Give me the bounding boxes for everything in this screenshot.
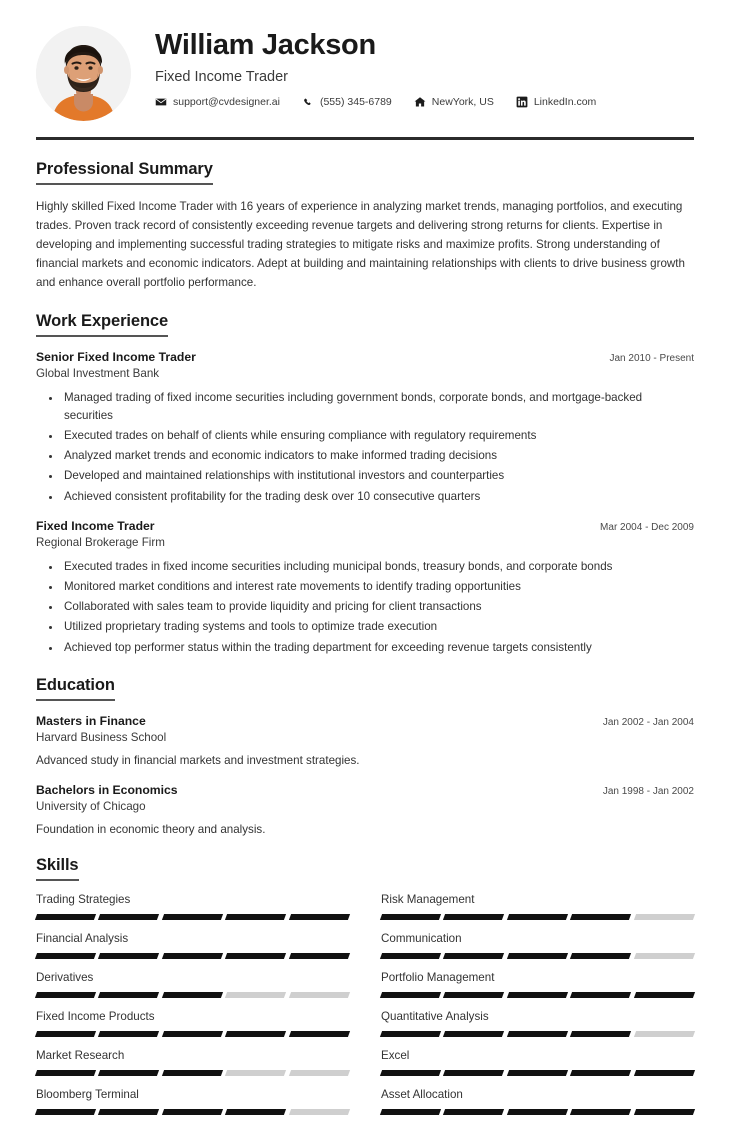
envelope-icon <box>155 96 167 108</box>
skill-level-segment <box>443 1109 505 1115</box>
experience-bullet: • Achieved top performer status within the trading department for exceeding revenue targets consistently <box>61 639 694 657</box>
experience-bullet: • Managed trading of fixed income securities including government bonds, corporate bonds, and mortgage-backed securities <box>61 389 694 424</box>
skill-level-segment <box>225 914 287 920</box>
education-date: Jan 1998 - Jan 2002 <box>602 786 694 798</box>
skill-level-segment <box>98 1109 160 1115</box>
skill-level-segment <box>380 992 442 998</box>
skill-level-segment <box>35 914 97 920</box>
skill-level-segment <box>35 1070 97 1076</box>
contact-email-label: support@cvdesigner.ai <box>173 95 280 108</box>
skill-level-segment <box>380 953 442 959</box>
skill-level-segment <box>98 1031 160 1037</box>
experience-bullets <box>36 389 694 505</box>
skill-level-segment <box>380 1031 442 1037</box>
experience-bullets <box>36 558 694 656</box>
skill-name: Trading Strategies <box>36 893 131 907</box>
section-education <box>36 676 694 836</box>
profile-photo-illustration <box>36 26 131 121</box>
experience-entry <box>36 350 694 505</box>
skill-level-segment <box>289 992 351 998</box>
section-heading-experience: Work Experience <box>36 312 168 337</box>
skill-item <box>381 1010 694 1049</box>
experience-bullet: • Monitored market conditions and interest rate movements to identify trading opportunities <box>61 578 694 596</box>
education-school: Harvard Business School <box>36 731 167 745</box>
skill-level-segment <box>380 1070 442 1076</box>
skill-name: Excel <box>381 1049 410 1063</box>
skill-level-segment <box>35 992 97 998</box>
skill-level-segment <box>634 914 696 920</box>
skill-level-segment <box>289 914 351 920</box>
skill-level-segment <box>507 914 569 920</box>
skill-level-segment <box>289 1109 351 1115</box>
experience-bullet: • Developed and maintained relationships with institutional investors and counterparties <box>61 467 694 485</box>
skill-level-segment <box>634 1031 696 1037</box>
section-work-experience <box>36 312 694 656</box>
contact-email[interactable] <box>155 96 280 108</box>
skill-level-segment <box>380 914 442 920</box>
experience-role: Fixed Income Trader <box>36 519 155 534</box>
education-date: Jan 2002 - Jan 2004 <box>602 717 694 729</box>
skill-level-segment <box>443 953 505 959</box>
education-degree: Bachelors in Economics <box>36 783 178 798</box>
skill-item <box>36 971 349 1010</box>
skill-level-segment <box>570 1109 632 1115</box>
experience-bullet: • Analyzed market trends and economic indicators to make informed trading decisions <box>61 447 694 465</box>
skill-level-segment <box>570 914 632 920</box>
contact-phone-label: (555) 345-6789 <box>319 95 392 108</box>
skill-item <box>381 932 694 971</box>
skill-level-segment <box>225 953 287 959</box>
experience-bullet: • Utilized proprietary trading systems and tools to optimize trade execution <box>61 618 694 636</box>
skill-name: Fixed Income Products <box>36 1010 155 1024</box>
skill-item <box>381 1049 694 1088</box>
skill-level-segment <box>570 1031 632 1037</box>
experience-role: Senior Fixed Income Trader <box>36 350 196 365</box>
education-description: Foundation in economic theory and analysis. <box>36 823 266 837</box>
skill-level-segment <box>162 1031 224 1037</box>
experience-list <box>36 350 694 656</box>
section-heading-education: Education <box>36 676 115 701</box>
skill-name: Derivatives <box>36 971 94 985</box>
skill-level-bar <box>36 1031 349 1037</box>
skill-name: Quantitative Analysis <box>381 1010 489 1024</box>
skill-level-segment <box>289 953 351 959</box>
skill-level-bar <box>381 953 694 959</box>
skill-level-segment <box>507 953 569 959</box>
skill-item <box>36 1049 349 1088</box>
summary-text: Highly skilled Fixed Income Trader with 16 years of experience in analyzing market trends, managing portfolios, and executing trades. Proven track record of consistently exceeding revenue targets and delivering strong returns for clients. Expertise in developing and implementing successful trading strategies to mitigate risks and maximize profits. Strong understanding of financial markets and economic indicators. Adept at building and maintaining relationships with clients to drive business growth and enhance overall portfolio performance. <box>36 200 685 289</box>
contact-location[interactable] <box>414 96 494 108</box>
education-list <box>36 714 694 836</box>
skill-level-bar <box>381 1109 694 1115</box>
home-icon <box>414 96 426 108</box>
skill-level-segment <box>225 1070 287 1076</box>
experience-bullet: • Achieved consistent profitability for the trading desk over 10 consecutive quarters <box>61 488 694 506</box>
skill-level-segment <box>225 1031 287 1037</box>
skill-name: Communication <box>381 932 462 946</box>
skill-level-segment <box>443 1070 505 1076</box>
skill-level-segment <box>225 992 287 998</box>
skill-level-bar <box>381 914 694 920</box>
skill-level-segment <box>35 1109 97 1115</box>
skill-level-bar <box>381 1031 694 1037</box>
linkedin-icon <box>516 96 528 108</box>
resume-header <box>36 0 694 121</box>
skill-item <box>36 1010 349 1049</box>
skill-level-segment <box>443 1031 505 1037</box>
education-description: Advanced study in financial markets and investment strategies. <box>36 754 360 768</box>
skill-level-bar <box>36 953 349 959</box>
experience-date: Mar 2004 - Dec 2009 <box>600 522 694 534</box>
skill-level-bar <box>36 992 349 998</box>
skill-item <box>381 971 694 1010</box>
header-divider <box>36 137 694 140</box>
job-title: Fixed Income Trader <box>155 68 288 85</box>
skill-level-segment <box>507 1109 569 1115</box>
experience-entry <box>36 519 694 656</box>
header-text-block <box>131 24 694 108</box>
skill-level-segment <box>162 1109 224 1115</box>
skill-level-segment <box>634 953 696 959</box>
skill-level-bar <box>36 914 349 920</box>
skill-item <box>381 893 694 932</box>
contact-location-label: NewYork, US <box>431 95 494 108</box>
phone-icon <box>302 96 314 108</box>
education-degree: Masters in Finance <box>36 714 146 729</box>
page-title: William Jackson <box>155 29 376 61</box>
skill-level-segment <box>570 1070 632 1076</box>
skill-level-bar <box>381 1070 694 1076</box>
education-entry <box>36 783 694 836</box>
experience-organization: Global Investment Bank <box>36 367 160 381</box>
skill-level-segment <box>35 1031 97 1037</box>
skill-item <box>381 1088 694 1127</box>
skill-name: Portfolio Management <box>381 971 495 985</box>
skill-level-bar <box>381 992 694 998</box>
skill-level-segment <box>507 1070 569 1076</box>
skill-level-segment <box>443 914 505 920</box>
skill-level-segment <box>162 992 224 998</box>
contact-phone[interactable] <box>302 96 392 108</box>
skill-level-segment <box>98 992 160 998</box>
section-heading-skills: Skills <box>36 856 79 881</box>
skill-level-bar <box>36 1109 349 1115</box>
experience-bullet: • Executed trades in fixed income securities including municipal bonds, treasury bonds, and corporate bonds <box>61 558 694 576</box>
skill-level-segment <box>634 992 696 998</box>
experience-date: Jan 2010 - Present <box>609 353 694 365</box>
skill-name: Asset Allocation <box>381 1088 463 1102</box>
skill-name: Financial Analysis <box>36 932 129 946</box>
skill-level-segment <box>289 1070 351 1076</box>
skill-level-segment <box>98 953 160 959</box>
skill-level-segment <box>162 953 224 959</box>
section-skills <box>36 856 694 1127</box>
skill-level-segment <box>570 953 632 959</box>
skills-grid <box>36 893 694 1127</box>
section-professional-summary <box>36 160 694 292</box>
skill-item <box>36 1088 349 1127</box>
skill-level-segment <box>634 1070 696 1076</box>
skill-level-segment <box>35 953 97 959</box>
skill-level-segment <box>289 1031 351 1037</box>
skill-level-segment <box>507 1031 569 1037</box>
skill-level-segment <box>162 914 224 920</box>
skill-name: Market Research <box>36 1049 125 1063</box>
education-school: University of Chicago <box>36 800 146 814</box>
skill-name: Bloomberg Terminal <box>36 1088 139 1102</box>
skill-level-bar <box>36 1070 349 1076</box>
contact-list <box>155 96 694 108</box>
skill-level-segment <box>634 1109 696 1115</box>
skill-level-segment <box>570 992 632 998</box>
skill-level-segment <box>443 992 505 998</box>
skill-item <box>36 932 349 971</box>
contact-linkedin[interactable] <box>516 96 596 108</box>
skill-level-segment <box>507 992 569 998</box>
skill-level-segment <box>162 1070 224 1076</box>
skill-item <box>36 893 349 932</box>
skill-name: Risk Management <box>381 893 475 907</box>
avatar <box>36 26 131 121</box>
skill-level-segment <box>380 1109 442 1115</box>
skill-level-segment <box>225 1109 287 1115</box>
experience-bullet: • Collaborated with sales team to provide liquidity and pricing for client transactions <box>61 598 694 616</box>
contact-linkedin-label: LinkedIn.com <box>533 95 597 108</box>
section-heading-summary: Professional Summary <box>36 160 213 185</box>
education-entry <box>36 714 694 767</box>
skill-level-segment <box>98 914 160 920</box>
experience-organization: Regional Brokerage Firm <box>36 536 165 550</box>
experience-bullet: • Executed trades on behalf of clients while ensuring compliance with regulatory requirements <box>61 427 694 445</box>
skill-level-segment <box>98 1070 160 1076</box>
